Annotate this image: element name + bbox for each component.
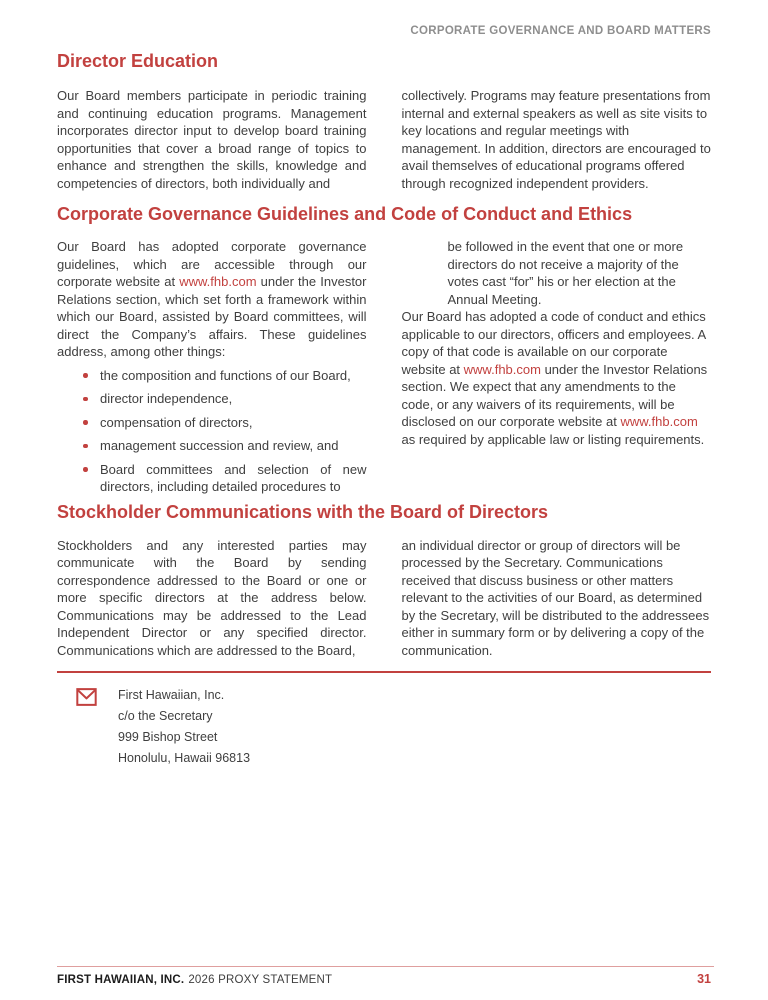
paragraph: Our Board members participate in periodic training and continuing education programs. Management incorporates director input to develop board training opportunities that cover a broad range of topics to enhance and strengthen the skills, knowledge and competencies of directors, both individually and xyxy=(57,88,367,191)
paragraph: collectively. Programs may feature presentations from internal and external speakers as well as site visits to key locations and regular meetings with management. In addition, directors are encouraged to avail themselves of educational programs offered through recognized independent providers. xyxy=(401,88,711,191)
envelope-icon xyxy=(76,687,97,707)
bullet-item: director independence, xyxy=(57,390,367,408)
bullet-item: compensation of directors, xyxy=(57,414,367,432)
governance-guidelines-left-column xyxy=(57,238,367,496)
stockholder-communications-columns xyxy=(57,537,711,660)
bullet-item: management succession and review, and xyxy=(57,437,367,455)
page-footer xyxy=(57,972,711,986)
address-line: Honolulu, Hawaii 96813 xyxy=(118,751,251,765)
paragraph xyxy=(57,238,367,361)
mailing-address-block xyxy=(57,685,711,769)
address-line: 999 Bishop Street xyxy=(118,730,218,744)
address-line: First Hawaiian, Inc. xyxy=(118,688,225,702)
director-education-left-column xyxy=(57,87,367,192)
section-title-stockholder-communications: Stockholder Communications with the Board of Directors xyxy=(57,501,549,522)
paragraph-text: Our Board has adopted corporate governance guidelines, which are accessible through our corporate website at xyxy=(57,239,367,289)
governance-topics-list xyxy=(57,367,367,496)
stockholder-communications-left-column xyxy=(57,537,367,660)
footer-text xyxy=(57,974,332,986)
bullet-item: Board committees and selection of new directors, including detailed procedures to xyxy=(57,461,367,496)
running-header: CORPORATE GOVERNANCE AND BOARD MATTERS xyxy=(410,25,711,37)
fhb-website-link[interactable]: www.fhb.com xyxy=(620,414,698,429)
paragraph: Stockholders and any interested parties may communicate with the Board by sending correspondence addressed to the Board or one or more specific directors at the address below. Communications may be addressed to the Lead Independent Director or any specified director. Communications which are addressed to the Board, xyxy=(57,537,367,658)
fhb-website-link[interactable]: www.fhb.com xyxy=(463,361,541,377)
governance-guidelines-right-column xyxy=(402,238,712,496)
stockholder-communications-right-column xyxy=(402,537,712,660)
footer-document-title: 2026 PROXY STATEMENT xyxy=(188,974,333,986)
bullet-item: the composition and functions of our Board, xyxy=(57,367,367,385)
paragraph-text: under the Investor Relations section, which set forth a framework within which our Board, assisted by Board committees, will direct the Company’s affairs. These guidelines address, among other things: xyxy=(57,274,367,359)
mailing-address xyxy=(118,685,250,769)
footer-divider-rule xyxy=(57,966,714,967)
director-education-columns xyxy=(57,87,711,192)
section-title-director-education: Director Education xyxy=(57,51,219,71)
page-number: 31 xyxy=(697,972,711,986)
paragraph: an individual director or group of directors will be processed by the Secretary. Communications received that discuss business or other matters relevant to the activities of our Board, as determined by the Secretary, will be distributed to the addressees either in summary form or by delivering a copy of the communication. xyxy=(401,537,710,658)
director-education-right-column xyxy=(402,87,712,192)
paragraph-text: Our Board has adopted a code of conduct and ethics applicable to our directors, officers and employees. A copy of that code is available on our corporate website at xyxy=(401,309,706,377)
section-title-governance-guidelines: Corporate Governance Guidelines and Code of Conduct and Ethics xyxy=(57,204,633,224)
paragraph-text: under the Investor Relations section. We expect that any amendments to the code, or any waivers of its requirements, will be disclosed on our corporate website at xyxy=(401,361,708,429)
code-of-conduct-paragraph xyxy=(402,308,712,448)
address-divider-rule xyxy=(57,671,711,673)
fhb-website-link[interactable]: www.fhb.com xyxy=(179,274,257,289)
governance-guidelines-columns xyxy=(57,238,711,496)
address-line: c/o the Secretary xyxy=(118,709,213,723)
paragraph-text: as required by applicable law or listing requirements. xyxy=(401,431,705,447)
bullet-continuation-paragraph: be followed in the event that one or more directors do not receive a majority of the votes cast “for” his or her election at the Annual Meeting. xyxy=(447,239,684,307)
footer-company-name: FIRST HAWAIIAN, INC. xyxy=(57,974,185,986)
